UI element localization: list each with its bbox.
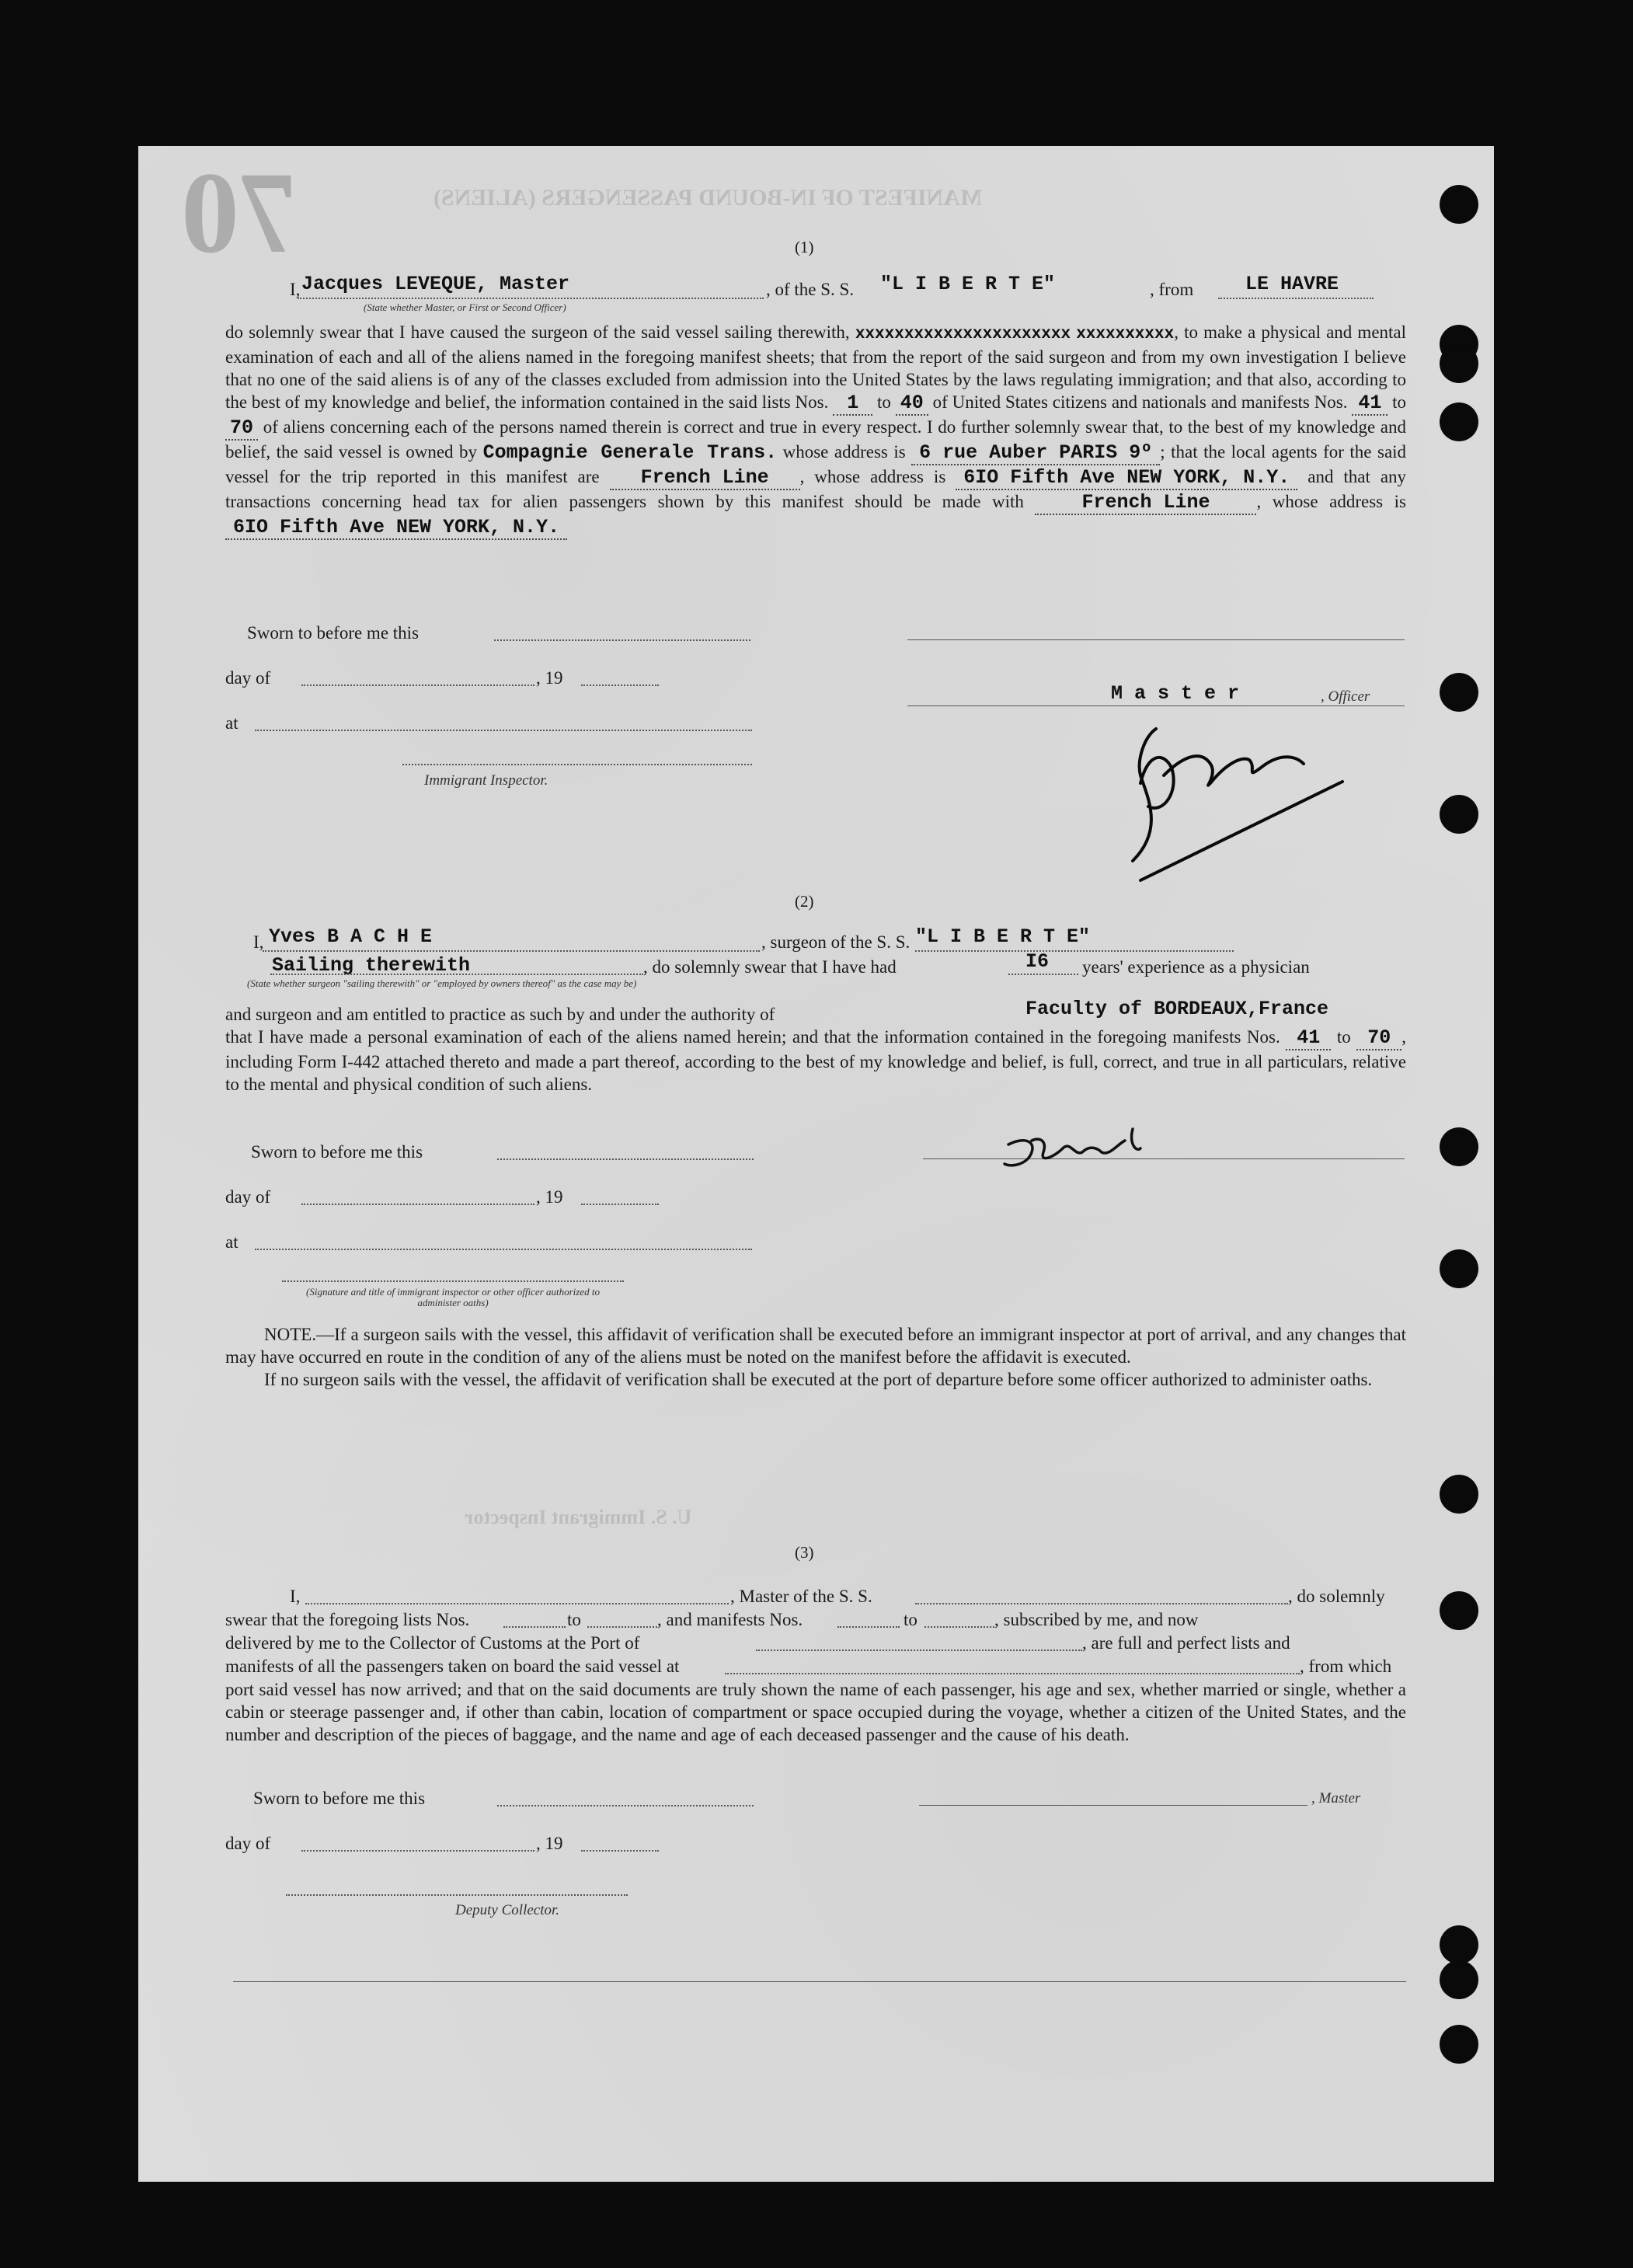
section-3-paragraph: port said vessel has now arrived; and that on the said documents are truly shown the name of each passenger, his age and sex, whether married or single, whether a cabin or steerage passenger and, if other than cabin, location of compartment or space occupied during the voyage, whether a citizen of the United States, and the number and description of the pieces of baggage, and the name and age of each deceased passenger and the cause of his death.	[225, 1680, 1406, 1744]
stamp-number: 70	[181, 148, 298, 277]
s3-l2-e: , subscribed by me, and now	[994, 1610, 1199, 1629]
surgeon-note: (State whether surgeon "sailing therewith" or "employed by owners thereof" as the case may be)	[247, 977, 637, 989]
section-2-note: NOTE.—If a surgeon sails with the vessel, this affidavit of verification shall be executed before an immigrant inspector at port of arrival, and any changes that may have occurred en route in the condition of any of the aliens must be noted on the manifest before the affidavit is executed. If no surgeon sails with the vessel, the affidavit of verification shall be executed at the port of departure before some officer authorized to administer oaths.	[225, 1325, 1406, 1389]
s3-day-of-label: day of	[225, 1834, 271, 1853]
document-page	[138, 146, 1494, 2182]
binding-hole	[1440, 344, 1478, 383]
s3-l3-b: , are full and perfect lists and	[1082, 1633, 1290, 1653]
s1-day-of-label: day of	[225, 668, 271, 688]
section-1-number: (1)	[795, 238, 814, 256]
s3-l2-d: to	[904, 1610, 917, 1629]
binding-hole	[1440, 795, 1478, 834]
binding-hole	[1440, 1925, 1478, 1964]
s3-sworn-label: Sworn to before me this	[253, 1789, 426, 1808]
s3-l2-a: swear that the foregoing lists Nos.	[225, 1610, 470, 1629]
section-2-paragraph: that I have made a personal examination of each of the aliens named herein; and that the information contained in the foregoing manifests Nos. 41 to 70 , including Form I-442 attached thereto and made a part thereof, according to the best of my knowledge and belief, is full, correct, and true in all particulars, relative to the mental and physical condition of such aliens.	[225, 1026, 1407, 1094]
section-1-paragraph: do solemnly swear that I have caused the surgeon of the said vessel sailing therewith, xxxxxxxxxxxxxxxxxxxxxx xxxxxxxxxx, to make a physical and mental examination of each and all of the aliens named in the foregoing manifest sheets; that from the report of the said surgeon and from my own investigation I believe that no one of the said aliens is of any of the classes excluded from admission into the United States by the laws regulating immigration; and that also, according to the best of my knowledge and belief, the information contained in the said lists Nos. 1 to 40 of United States citizens and nationals and manifests Nos. 41 to70 of aliens concerning each of the persons named therein is correct and true in every respect. I do further solemnly swear that, to the best of my knowledge and belief, the said vessel is owned by Compagnie Generale Trans. whose address is 6 rue Auber PARIS 9º ; that the local agents for the said vessel for the trip reported in this manifest are French Line , whose address is 6IO Fifth Ave NEW YORK, N.Y. and that any transactions concerning head tax for alien passengers shown by this manifest should be made with French Line , whose address is 6IO Fifth Ave NEW YORK, N.Y.	[225, 322, 1407, 538]
s2-line1-prefix: I,	[253, 932, 264, 952]
s1-inspector-label: Immigrant Inspector.	[424, 772, 548, 789]
s3-l1-a: I,	[290, 1587, 301, 1606]
binding-hole	[1440, 1591, 1478, 1630]
s2-at-label: at	[225, 1232, 239, 1252]
s2-signature-note: (Signature and title of immigrant inspector or other officer authorized to administer oaths)	[306, 1286, 600, 1308]
port-field: LE HAVRE	[1245, 273, 1339, 295]
binding-hole	[1440, 673, 1478, 712]
s2-ship-field: "L I B E R T E"	[915, 925, 1091, 948]
of-the-ss-label: , of the S. S.	[766, 280, 855, 299]
master-note: (State whether Master, or First or Second Officer)	[364, 301, 566, 313]
s3-collector-label: Deputy Collector.	[455, 1902, 560, 1918]
s3-l2-c: , and manifests Nos.	[657, 1610, 803, 1629]
years-experience-label: years' experience as a physician	[1082, 957, 1310, 977]
binding-hole	[1440, 402, 1478, 441]
surgeon-of-label: , surgeon of the S. S.	[761, 932, 911, 952]
bleed-through-heading: MANIFEST OF IN-BOUND PASSENGERS (ALIENS)	[433, 185, 983, 211]
s1-at-label: at	[225, 713, 239, 733]
surgeon-name-field: Yves B A C H E	[269, 925, 433, 948]
years-field: I6	[1025, 950, 1050, 973]
s3-l2-b: to	[567, 1610, 581, 1629]
surgeon-status-field: Sailing therewith	[272, 954, 471, 977]
section-3-number: (3)	[795, 1543, 814, 1562]
authority-label: and surgeon and am entitled to practice as such by and under the authority of	[225, 1005, 775, 1024]
binding-hole	[1440, 1249, 1478, 1288]
authority-field: Faculty of BORDEAUX,France	[1025, 998, 1329, 1020]
binding-hole	[1440, 1960, 1478, 1999]
officer-label: , Officer	[1321, 688, 1370, 705]
s3-l4-a: manifests of all the passengers taken on board the said vessel at	[225, 1657, 680, 1676]
s2-day-of-label: day of	[225, 1187, 271, 1207]
master-signature	[1047, 721, 1482, 900]
ship-name-field: "L I B E R T E"	[880, 273, 1056, 295]
s1-line1-prefix: I,	[290, 280, 301, 299]
binding-hole	[1440, 2025, 1478, 2064]
s1-year-label: , 19	[536, 668, 563, 688]
section-2-number: (2)	[795, 892, 814, 911]
binding-hole	[1440, 185, 1478, 224]
do-swear-label: , do solemnly swear that I have had	[643, 957, 897, 977]
s3-l1-c: , do solemnly	[1288, 1587, 1385, 1606]
surgeon-signature	[993, 1121, 1195, 1176]
master-name-field: Jacques LEVEQUE, Master	[301, 273, 570, 295]
master-title-field: M a s t e r	[1111, 682, 1240, 705]
s3-master-label: , Master	[1311, 1790, 1361, 1806]
s3-l1-b: , Master of the S. S.	[730, 1587, 872, 1606]
s1-sworn-label: Sworn to before me this	[247, 623, 420, 643]
binding-hole	[1440, 1127, 1478, 1166]
from-label: , from	[1150, 280, 1194, 299]
s3-l3-a: delivered by me to the Collector of Customs at the Port of	[225, 1633, 640, 1653]
s2-year-label: , 19	[536, 1187, 563, 1207]
s3-year-label: , 19	[536, 1834, 563, 1853]
s2-sworn-label: Sworn to before me this	[251, 1142, 423, 1162]
s3-l4-b: , from which	[1300, 1657, 1392, 1676]
bleed-through-inspector: U. S. Immigrant Inspector	[465, 1506, 692, 1528]
binding-hole	[1440, 1475, 1478, 1514]
